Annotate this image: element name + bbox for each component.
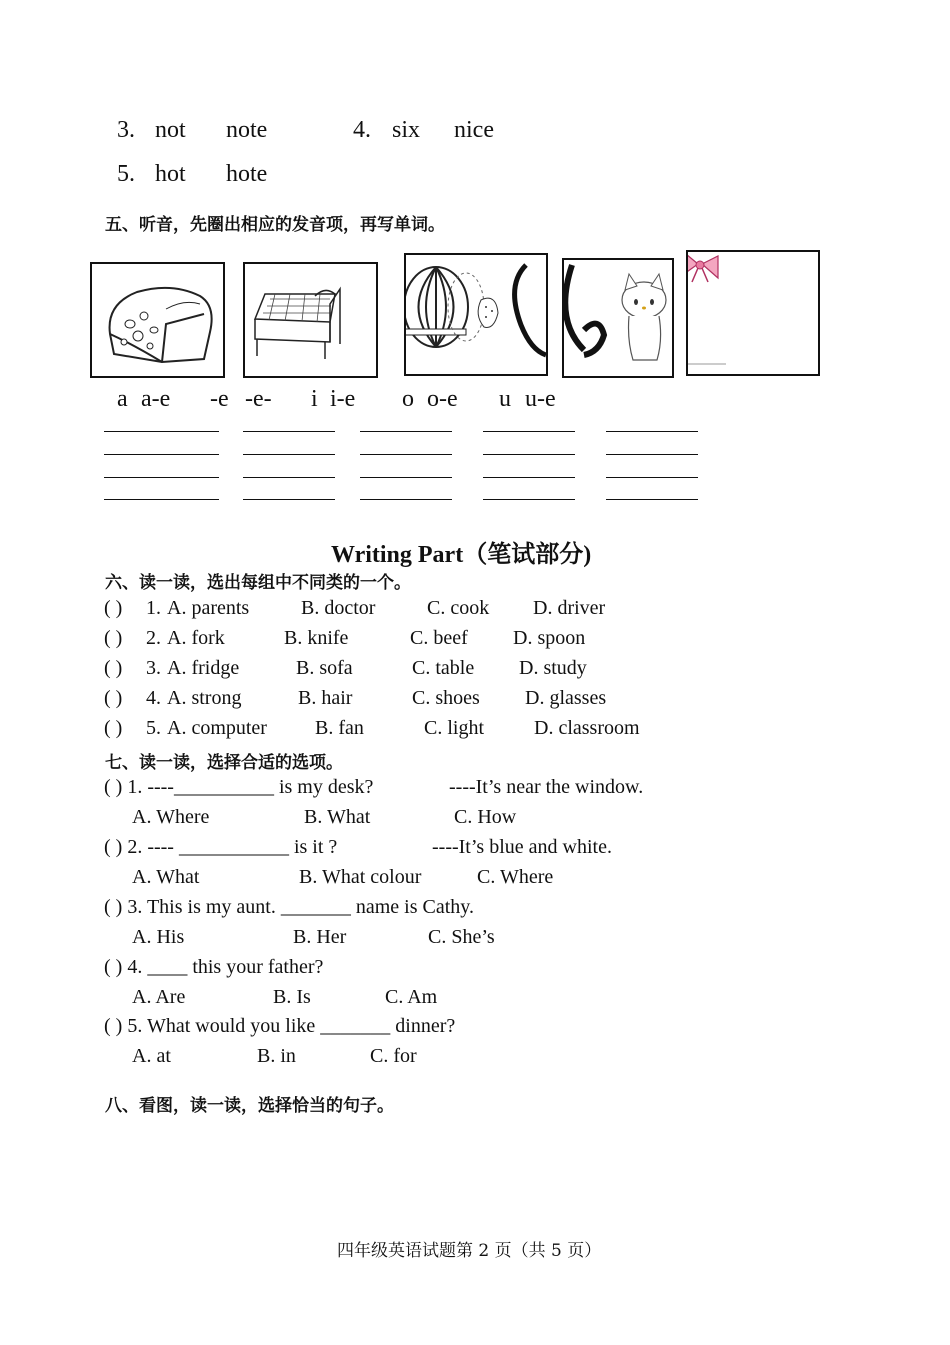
answer-text: ----It’s near the window. — [449, 776, 644, 798]
picture-box-cake — [562, 258, 674, 378]
choice-a: A. His — [132, 926, 185, 948]
option-b: B. knife — [284, 627, 349, 649]
sound-option-o-long[interactable]: o-e — [427, 386, 458, 412]
answer-paren[interactable]: ( ) — [104, 627, 123, 649]
option-d: D. study — [519, 657, 587, 679]
choice-b: B. in — [257, 1045, 296, 1067]
choice-c: C. How — [454, 806, 517, 828]
sound-option-e-long[interactable]: -e- — [245, 386, 272, 412]
item-number: 1. — [146, 597, 161, 619]
option-a: A. parents — [167, 597, 250, 619]
section6-heading: 六、读一读，选出每组中不同类的一个。 — [105, 573, 411, 593]
sound-option-u-short[interactable]: u — [499, 386, 511, 412]
option-b: B. fan — [315, 717, 364, 739]
answer-paren[interactable]: ( ) — [104, 717, 123, 739]
item-number: 3. — [146, 657, 161, 679]
choice-b: B. What colour — [299, 866, 422, 888]
answer-paren[interactable]: ( ) — [104, 657, 123, 679]
item-number: 4. — [146, 687, 161, 709]
answer-paren[interactable]: ( ) — [104, 687, 123, 709]
question-text[interactable]: ( ) 1. ----__________ is my desk? — [104, 776, 374, 798]
option-a: A. strong — [167, 687, 242, 709]
sound-option-e-short[interactable]: -e — [210, 386, 229, 412]
choice-a: A. at — [132, 1045, 171, 1067]
option-b: B. doctor — [301, 597, 376, 619]
bed-icon — [245, 264, 376, 376]
choice-a: A. Where — [132, 806, 210, 828]
choice-b: B. What — [304, 806, 371, 828]
option-d: D. spoon — [513, 627, 586, 649]
sound-option-o-short[interactable]: o — [402, 386, 414, 412]
option-c: C. table — [412, 657, 475, 679]
bow-icon — [688, 254, 718, 282]
question-text[interactable]: ( ) 2. ---- ___________ is it ? — [104, 836, 338, 858]
cake-icon — [564, 260, 672, 376]
sound-option-i-short[interactable]: i — [311, 386, 318, 412]
section8-heading: 八、看图，读一读，选择恰当的句子。 — [105, 1096, 394, 1116]
choice-c: C. for — [370, 1045, 417, 1067]
option-c: C. light — [424, 717, 485, 739]
option-c: C. shoes — [412, 687, 480, 709]
pair-4-num: 4. — [353, 117, 371, 143]
pair-4-word-a: six — [392, 117, 421, 143]
pair-3-word-b: note — [226, 117, 268, 143]
item-number: 5. — [146, 717, 161, 739]
answer-text: ----It’s blue and white. — [432, 836, 612, 858]
sound-option-a-long[interactable]: a-e — [141, 386, 171, 412]
pair-3-word-a: not — [155, 117, 186, 143]
cheese-icon — [92, 264, 223, 376]
picture-box-cat — [686, 250, 820, 376]
cat-icon — [688, 252, 818, 374]
pair-3-num: 3. — [117, 117, 135, 143]
writing-part-title: Writing Part（笔试部分) — [331, 542, 592, 568]
option-d: D. driver — [533, 597, 606, 619]
sound-option-u-long[interactable]: u-e — [525, 386, 556, 412]
page-footer: 四年级英语试题第 2 页（共 5 页） — [337, 1241, 602, 1261]
choice-c: C. She’s — [428, 926, 495, 948]
section5-heading: 五、听音，先圈出相应的发音项，再写单词。 — [105, 215, 445, 235]
sound-option-a-short[interactable]: a — [117, 386, 128, 412]
question-text[interactable]: ( ) 4. ____ this your father? — [104, 956, 324, 978]
option-d: D. glasses — [525, 687, 607, 709]
option-a: A. fork — [167, 627, 225, 649]
picture-box-bed — [243, 262, 378, 378]
option-b: B. sofa — [296, 657, 353, 679]
answer-paren[interactable]: ( ) — [104, 597, 123, 619]
option-d: D. classroom — [534, 717, 640, 739]
choice-b: B. Is — [273, 986, 311, 1008]
sound-option-i-long[interactable]: i-e — [330, 386, 356, 412]
question-text[interactable]: ( ) 3. This is my aunt. _______ name is Cathy. — [104, 896, 474, 918]
section7-heading: 七、读一读，选择合适的选项。 — [105, 753, 343, 773]
pair-5-num: 5. — [117, 161, 135, 187]
pair-4-word-b: nice — [454, 117, 494, 143]
option-a: A. fridge — [167, 657, 240, 679]
item-number: 2. — [146, 627, 161, 649]
option-c: C. beef — [410, 627, 468, 649]
question-text[interactable]: ( ) 5. What would you like _______ dinner? — [104, 1015, 456, 1037]
option-b: B. hair — [298, 687, 353, 709]
pair-5-word-a: hot — [155, 161, 186, 187]
choice-a: A. What — [132, 866, 200, 888]
choice-b: B. Her — [293, 926, 347, 948]
choice-c: C. Am — [385, 986, 438, 1008]
choice-a: A. Are — [132, 986, 186, 1008]
option-c: C. cook — [427, 597, 490, 619]
watermelon-icon — [406, 255, 546, 374]
choice-c: C. Where — [477, 866, 554, 888]
option-a: A. computer — [167, 717, 267, 739]
pair-5-word-b: hote — [226, 161, 268, 187]
picture-box-cheese — [90, 262, 225, 378]
picture-box-watermelon — [404, 253, 548, 376]
